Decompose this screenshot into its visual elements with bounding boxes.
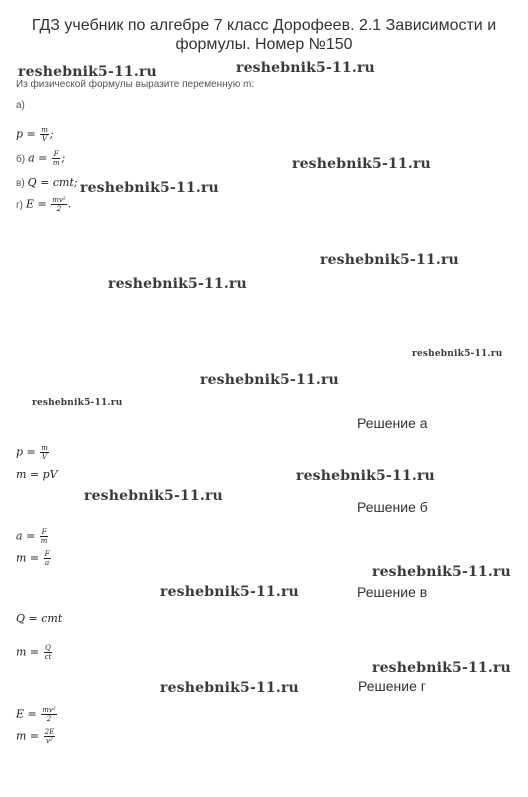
solution-b-heading: Решение б: [357, 499, 428, 515]
watermark: reshebnik5-11.ru: [160, 584, 299, 600]
solution-a-heading: Решение а: [357, 415, 428, 431]
solution-c-line2: m = $\frac{Q}{ct}$: [16, 644, 52, 661]
task-intro: Из физической формулы выразите переменную m:: [16, 79, 255, 90]
watermark: reshebnik5-11.ru: [80, 180, 219, 196]
solution-d-line2: m = $\frac{2E}{\text{v²}}$: [16, 728, 55, 745]
watermark: reshebnik5-11.ru: [292, 156, 431, 172]
solution-d-line1: E = $\frac{\text{mv²}}{2}$: [16, 706, 56, 723]
solution-b-line1: a = $\frac{F}{m}$: [16, 528, 48, 545]
watermark: reshebnik5-11.ru: [412, 349, 503, 359]
watermark: reshebnik5-11.ru: [320, 252, 459, 268]
watermark: reshebnik5-11.ru: [372, 660, 511, 676]
watermark: reshebnik5-11.ru: [32, 398, 123, 408]
watermark: reshebnik5-11.ru: [84, 488, 223, 504]
task-formula-d: г) E = $\frac{\text{mv²}}{2}$ .: [16, 196, 72, 213]
watermark: reshebnik5-11.ru: [236, 60, 375, 76]
watermark: reshebnik5-11.ru: [18, 64, 157, 80]
task-formula-a: p = $\frac{m}{V}$ ;: [16, 126, 54, 143]
task-label-a: а): [16, 100, 25, 111]
watermark: reshebnik5-11.ru: [200, 372, 339, 388]
solution-c-line1: Q = cmt: [16, 612, 63, 625]
task-formula-b: б) a = $\frac{F}{m}$ ;: [16, 150, 66, 167]
solution-a-line1: p = $\frac{m}{V}$: [16, 444, 48, 461]
solution-c-heading: Решение в: [357, 584, 428, 600]
watermark: reshebnik5-11.ru: [296, 468, 435, 484]
task-formula-c: в) Q = cmt;: [16, 176, 78, 189]
watermark: reshebnik5-11.ru: [372, 564, 511, 580]
page-title: ГДЗ учебник по алгебре 7 класс Дорофеев. 2.1 Зависимости и формулы. Номер №150: [31, 17, 497, 53]
watermark: reshebnik5-11.ru: [160, 680, 299, 696]
solution-b-line2: m = $\frac{F}{a}$: [16, 550, 50, 567]
solution-d-heading: Решение г: [358, 678, 426, 694]
solution-a-line2: m = pV: [16, 468, 58, 481]
watermark: reshebnik5-11.ru: [108, 276, 247, 292]
